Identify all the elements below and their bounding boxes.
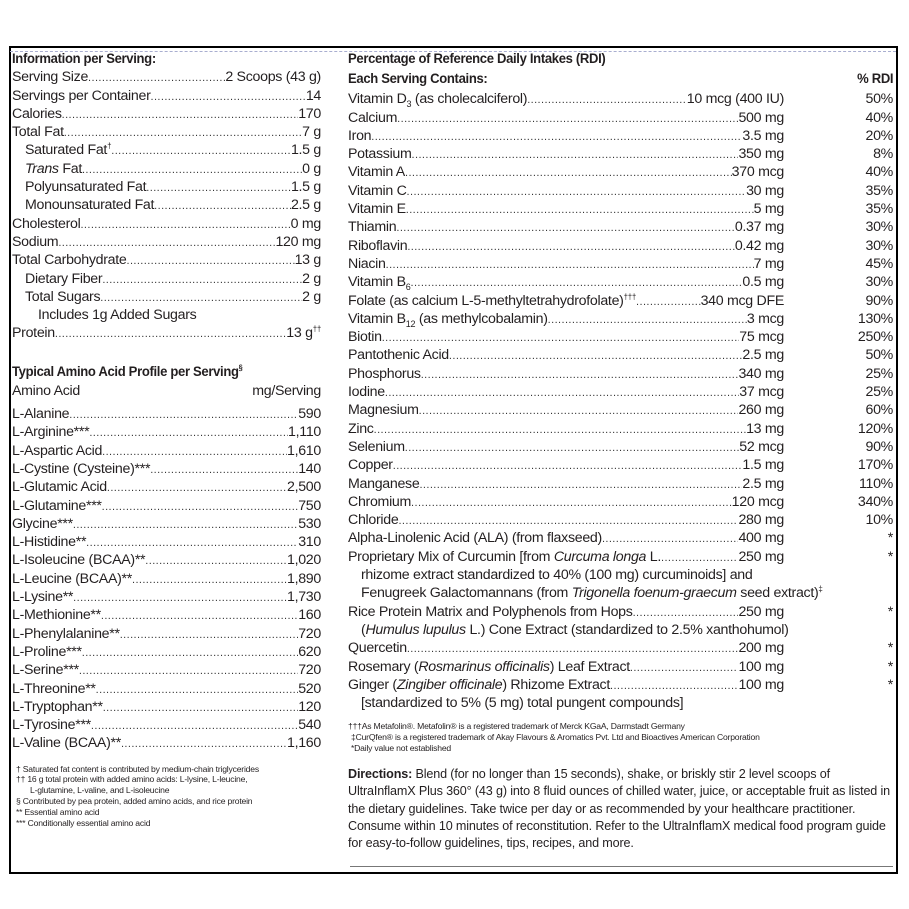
rdi-row [348, 145, 893, 163]
info-column [12, 50, 321, 828]
rdi-row [348, 456, 893, 474]
amino-acid-name: L-Leucine (BCAA)** [12, 570, 132, 587]
footnote: § Contributed by pea protein, added amino acids, and rice protein [16, 796, 253, 807]
amino-acid-value: 1,020 [286, 552, 321, 569]
amino-acid-name: L-Isoleucine (BCAA)** [12, 552, 146, 569]
info-row-sodium: Sodium ..... 120 mg [12, 233, 321, 251]
amino-acid-value: 1,160 [286, 735, 321, 752]
amino-acid-row [12, 442, 321, 460]
nutrient-amount: 340 mg [738, 365, 784, 382]
rdi-row [348, 90, 893, 108]
amino-acid-name: L-Glutamic Acid [12, 479, 107, 496]
nutrient-rdi-percent: 45% [865, 255, 893, 272]
nutrient-amount: 340 mcg DFE [700, 292, 784, 309]
amino-acid-name: L-Arginine*** [12, 424, 90, 441]
amino-acid-name: L-Alanine [12, 406, 70, 423]
nutrient-rdi-percent: 10% [865, 512, 893, 529]
amino-col-value-header: mg/Serving [252, 383, 321, 400]
info-title: Information per Serving: [12, 51, 156, 67]
amino-acid-row [12, 661, 321, 679]
amino-acid-value: 1,610 [286, 442, 321, 459]
nutrient-amount: 2.5 mg [742, 475, 784, 492]
rdi-row [348, 529, 893, 547]
rdi-row [348, 475, 893, 493]
rdi-row [348, 511, 893, 529]
rdi-row [348, 255, 893, 273]
nutrient-name: Vitamin $D_3$ (as cholecalciferol) [348, 91, 528, 109]
amino-acid-name: L-Tryptophan** [12, 698, 103, 715]
amino-acid-value: 160 [298, 607, 321, 624]
rdi-row-rosemary: Rosemary (Rosmarinus officinalis) Leaf Extract ..... 100 mg * [348, 658, 893, 676]
amino-column-headers [12, 381, 321, 401]
amino-acid-list [12, 405, 321, 753]
amino-acid-value: 2,500 [286, 479, 321, 496]
footnote: L-glutamine, L-valine, and L-isoleucine [30, 785, 170, 796]
nutrient-rdi-percent: 170% [857, 457, 893, 474]
amino-acid-row [12, 716, 321, 734]
rdi-row [348, 127, 893, 145]
amino-acid-row [12, 698, 321, 716]
nutrient-name: Magnesium [348, 402, 419, 419]
directions-text: Blend (for no longer than 15 seconds), shake, or briskly stir 2 level scoops of UltraInflamX Plus 360° (43 g) into 8 fluid ounces of chilled water, juice, or acceptable fruit as listed in the dietary guidelines. Take twice per day or as recommended by your healthcare practitioner. Consume within 10 minutes of reconstitution. Refer to the UltraInflamX medical food program guide for easy-to-follow guidelines, tips, recipes, and more. [348, 766, 890, 851]
nutrient-rdi-percent: 35% [865, 201, 893, 218]
nutrient-name: Vitamin $B_{12}$ (as methylcobalamin) [348, 310, 548, 329]
info-row-dietary-fiber: Dietary Fiber ..... 2 g [12, 270, 321, 288]
amino-acid-value: 540 [298, 717, 321, 734]
amino-acid-row [12, 497, 321, 515]
nutrient-rdi-percent: 25% [865, 384, 893, 401]
nutrient-amount: 0.5 mg [742, 274, 784, 291]
amino-acid-name: L-Tyrosine*** [12, 717, 91, 734]
nutrient-amount: 350 mg [738, 146, 784, 163]
amino-acid-name: L-Lysine** [12, 589, 74, 606]
nutrient-name: Vitamin E [348, 201, 406, 218]
rdi-row [348, 163, 893, 181]
rdi-row [348, 493, 893, 511]
amino-acid-name: L-Cystine (Cysteine)*** [12, 460, 151, 477]
nutrient-name: Calcium [348, 109, 398, 126]
footnote: *Daily value not established [351, 742, 451, 753]
rdi-subheader [348, 68, 893, 90]
nutrient-amount: 3.5 mg [742, 127, 784, 144]
nutrient-amount: 0.42 mg [734, 237, 784, 254]
amino-acid-value: 620 [298, 643, 321, 660]
footnote: †† 16 g total protein with added amino acids: L-lysine, L-leucine, [16, 774, 248, 785]
nutrient-amount: 500 mg [738, 109, 784, 126]
info-row-total-carbohydrate: Total Carbohydrate ..... 13 g [12, 251, 321, 269]
rdi-row [348, 420, 893, 438]
nutrient-amount: 0.37 mg [734, 219, 784, 236]
nutrient-name: Folate (as calcium L-5-methyltetrahydrofolate)††† [348, 291, 637, 309]
info-rows [12, 68, 321, 306]
info-row-total-fat: Total Fat ..... 7 g [12, 123, 321, 141]
amino-acid-row [12, 570, 321, 588]
amino-acid-name: L-Serine*** [12, 662, 79, 679]
nutrient-name: Chloride [348, 512, 399, 529]
right-footnotes [348, 721, 893, 753]
nutrient-rdi-percent: 40% [865, 109, 893, 126]
amino-acid-name: L-Threonine** [12, 680, 96, 697]
rdi-row [348, 401, 893, 419]
footnote: ‡CurQfen® is a registered trademark of Akay Flavours & Aromatics Pvt. Ltd and Bioactives American Corporation [351, 732, 760, 743]
nutrient-name: Zinc [348, 420, 374, 437]
rdi-row-quercetin: Quercetin ..... 200 mg * [348, 639, 893, 657]
amino-acid-row [12, 478, 321, 496]
nutrient-name: Biotin [348, 329, 382, 346]
amino-acid-row [12, 643, 321, 661]
amino-acid-row [12, 625, 321, 643]
nutrient-rdi-percent: 40% [865, 164, 893, 181]
nutrient-amount: 75 mcg [739, 329, 784, 346]
nutrient-rdi-percent: 60% [865, 402, 893, 419]
amino-acid-name: L-Aspartic Acid [12, 442, 103, 459]
nutrient-amount: 52 mcg [739, 438, 784, 455]
nutrient-amount: 7 mg [753, 255, 784, 272]
rdi-row [348, 182, 893, 200]
amino-acid-value: 520 [298, 680, 321, 697]
rdi-row [348, 200, 893, 218]
rdi-list [348, 90, 893, 547]
info-added-sugars: Includes 1g Added Sugars [38, 307, 197, 324]
footnote: *** Conditionally essential amino acid [16, 817, 151, 828]
nutrient-name: Manganese [348, 475, 420, 492]
left-footnotes [12, 764, 321, 829]
nutrient-rdi-percent: 340% [857, 493, 893, 510]
info-row-total-sugars: Total Sugars ..... 2 g [12, 288, 321, 306]
nutrient-amount: 3 mcg [746, 310, 784, 327]
amino-acid-value: 720 [298, 662, 321, 679]
info-row-servings-per-container: Servings per Container ..... 14 [12, 87, 321, 105]
nutrient-rdi-percent: 50% [865, 347, 893, 364]
nutrient-name: Chromium [348, 493, 412, 510]
rdi-row [348, 237, 893, 255]
rdi-subtitle: Each Serving Contains: [348, 71, 488, 88]
amino-acid-value: 120 [298, 698, 321, 715]
nutrient-amount: 2.5 mg [742, 347, 784, 364]
amino-acid-row [12, 551, 321, 569]
amino-acid-row [12, 533, 321, 551]
rdi-row [348, 310, 893, 328]
amino-acid-name: L-Histidine** [12, 534, 87, 551]
nutrient-rdi-percent: 250% [857, 329, 893, 346]
nutrient-amount: 13 mg [746, 420, 784, 437]
nutrient-amount: 370 mcg [731, 164, 784, 181]
amino-acid-row [12, 734, 321, 752]
amino-col-name-header: Amino Acid [12, 383, 80, 400]
rdi-row [348, 273, 893, 291]
rdi-hops-line2: (Humulus lupulus L.) Cone Extract (standardized to 2.5% xanthohumol) [361, 621, 789, 638]
nutrient-name: Iron [348, 127, 372, 144]
amino-acid-value: 1,110 [288, 424, 321, 441]
nutrient-name: Vitamin $B_6$ [348, 274, 411, 292]
nutrient-name: Copper [348, 457, 393, 474]
nutrient-name: Vitamin A [348, 164, 405, 181]
rdi-row [348, 328, 893, 346]
amino-acid-value: 590 [298, 406, 321, 423]
info-row-saturated-fat: Saturated Fat† ..... 1.5 g [12, 141, 321, 159]
nutrient-rdi-percent: 35% [865, 182, 893, 199]
nutrient-amount: 400 mg [738, 530, 784, 547]
info-row-protein: Protein ..... 13 g†† [12, 324, 321, 342]
amino-acid-value: 530 [298, 515, 321, 532]
nutrient-rdi-percent: 90% [865, 292, 893, 309]
info-row-calories: Calories ..... 170 [12, 105, 321, 123]
amino-acid-name: Glycine*** [12, 515, 73, 532]
info-row-trans-fat: Trans Fat ..... 0 g [12, 160, 321, 178]
amino-acid-value: 1,730 [286, 589, 321, 606]
nutrient-amount: 260 mg [738, 402, 784, 419]
amino-acid-row [12, 423, 321, 441]
amino-acid-name: L-Glutamine*** [12, 497, 102, 514]
rdi-row-ginger: Ginger (Zingiber officinale) Rhizome Extract ..... 100 mg * [348, 676, 893, 694]
amino-acid-name: L-Valine (BCAA)** [12, 735, 121, 752]
nutrient-amount: 1.5 mg [742, 457, 784, 474]
rdi-column [348, 50, 893, 853]
nutrient-amount: 280 mg [738, 512, 784, 529]
nutrient-name: Thiamin [348, 219, 397, 236]
rdi-title: Percentage of Reference Daily Intakes (RDI) [348, 51, 606, 67]
nutrient-rdi-percent: 90% [865, 438, 893, 455]
nutrient-name: Potassium [348, 146, 412, 163]
nutrient-rdi-percent: 30% [865, 237, 893, 254]
nutrient-name: Vitamin C [348, 182, 407, 199]
directions-label: Directions: [348, 766, 413, 781]
amino-acid-name: L-Methionine** [12, 607, 101, 624]
rdi-row [348, 109, 893, 127]
info-row-monounsaturated-fat: Monounsaturated Fat ..... 2.5 g [12, 196, 321, 214]
directions [348, 766, 893, 853]
amino-title: Typical Amino Acid Profile per Serving§ [12, 363, 243, 380]
rdi-row [348, 365, 893, 383]
nutrient-name: Pantothenic Acid [348, 347, 449, 364]
rdi-row [348, 346, 893, 364]
nutrient-rdi-percent: 110% [858, 475, 893, 492]
nutrient-name: Riboflavin [348, 237, 408, 254]
rdi-curcumin-line2: rhizome extract standardized to 40% (100 mg) curcuminoids] and [361, 567, 753, 584]
amino-acid-value: 310 [298, 534, 321, 551]
rdi-row-curcumin: Proprietary Mix of Curcumin [from Curcuma longa L. ..... 250 mg * [348, 548, 893, 566]
rdi-row [348, 383, 893, 401]
footnote: ** Essential amino acid [16, 806, 100, 817]
nutrient-name: Niacin [348, 255, 386, 272]
nutrient-rdi-percent: * [887, 530, 893, 547]
amino-acid-name: L-Phenylalanine** [12, 625, 120, 642]
info-row-polyunsaturated-fat: Polyunsaturated Fat ..... 1.5 g [12, 178, 321, 196]
rdi-curcumin-line3: Fenugreek Galactomannans (from Trigonella foenum-graecum seed extract)‡ [361, 584, 823, 602]
amino-acid-row [12, 606, 321, 624]
nutrient-rdi-percent: 25% [865, 365, 893, 382]
nutrient-amount: 5 mg [753, 201, 784, 218]
nutrient-amount: 37 mcg [739, 384, 784, 401]
rdi-ginger-line2: [standardized to 5% (5 mg) total pungent compounds] [361, 695, 684, 712]
nutrient-rdi-percent: 8% [873, 146, 893, 163]
bottom-rule [350, 866, 893, 867]
amino-acid-name: L-Proline*** [12, 643, 82, 660]
rdi-row [348, 292, 893, 310]
nutrient-amount: 10 mcg (400 IU) [686, 91, 784, 108]
footnote: †††As Metafolin®. Metafolin® is a registered trademark of Merck KGaA, Darmstadt Germany [348, 721, 685, 732]
nutrient-name: Phosphorus [348, 365, 421, 382]
amino-acid-row [12, 588, 321, 606]
amino-acid-row [12, 405, 321, 423]
nutrient-rdi-percent: 20% [865, 127, 893, 144]
rdi-row [348, 438, 893, 456]
amino-acid-row [12, 460, 321, 478]
info-row-cholesterol: Cholesterol ..... 0 mg [12, 215, 321, 233]
nutrient-name: Iodine [348, 384, 385, 401]
nutrient-amount: 30 mg [746, 182, 784, 199]
amino-acid-row [12, 515, 321, 533]
nutrient-name: Alpha-Linolenic Acid (ALA) (from flaxseed) [348, 530, 602, 547]
nutrient-rdi-percent: 30% [865, 219, 893, 236]
amino-acid-value: 750 [298, 497, 321, 514]
nutrient-amount: 120 mcg [731, 493, 784, 510]
nutrient-name: Selenium [348, 438, 405, 455]
amino-acid-row [12, 680, 321, 698]
nutrient-rdi-percent: 130% [857, 310, 893, 327]
rdi-pct-header: % RDI [856, 71, 893, 88]
info-row-serving-size: Serving Size ..... 2 Scoops (43 g) [12, 68, 321, 86]
rdi-row [348, 218, 893, 236]
nutrient-rdi-percent: 30% [865, 274, 893, 291]
amino-acid-value: 1,890 [286, 570, 321, 587]
rdi-row-hops: Rice Protein Matrix and Polyphenols from Hops ..... 250 mg * [348, 603, 893, 621]
nutrient-rdi-percent: 50% [865, 91, 893, 108]
amino-acid-value: 140 [298, 460, 321, 477]
footnote: † Saturated fat content is contributed by medium-chain triglycerides [16, 763, 259, 774]
amino-acid-value: 720 [298, 625, 321, 642]
nutrient-rdi-percent: 120% [857, 420, 893, 437]
